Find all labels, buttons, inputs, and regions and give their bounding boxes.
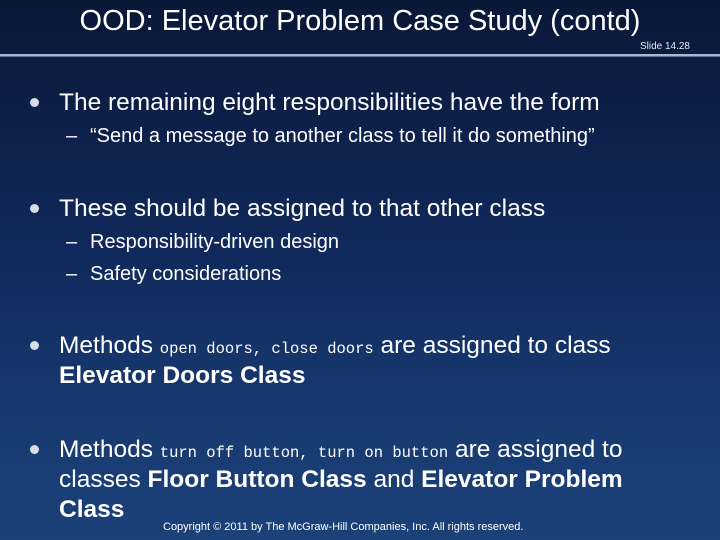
bullet-2-sub-1 <box>66 230 339 254</box>
text-suffix: are assigned to class <box>373 332 611 359</box>
slide-number: Slide 14.28 <box>639 41 690 52</box>
slide-title: OOD: Elevator Problem Case Study (contd) <box>79 5 641 37</box>
method-names-code: turn off button, turn on button <box>159 444 449 462</box>
sub-text: Responsibility-driven design <box>90 231 340 253</box>
dash-glyph: – <box>66 231 78 253</box>
text-prefix: Methods <box>59 332 160 359</box>
dash-glyph: – <box>66 125 78 147</box>
bullet-3-line-2 <box>59 361 305 391</box>
sub-text: Safety considerations <box>90 263 282 285</box>
text-suffix: are assigned to <box>448 436 623 463</box>
bullet-dot <box>30 445 39 454</box>
bullet-dot <box>30 204 39 213</box>
bullet-dot <box>30 341 39 350</box>
bullet-2-text: These should be assigned to that other class <box>59 195 546 222</box>
class-name: Elevator Doors Class <box>59 362 306 389</box>
bullet-1-text: The remaining eight responsibilities have the form <box>59 89 600 116</box>
class-name: Floor Button Class <box>147 466 367 493</box>
bullet-4-line-3 <box>59 495 124 525</box>
text-prefix: classes <box>59 466 148 493</box>
bullet-4-line-2 <box>59 465 623 495</box>
sub-text: “Send a message to another class to tell it do something” <box>90 125 595 147</box>
bullet-dot <box>30 98 39 107</box>
bullet-3-text <box>59 331 611 364</box>
dash-glyph: – <box>66 263 78 285</box>
bullet-1-sub-1 <box>66 124 595 148</box>
bullet-2-sub-2 <box>66 262 281 286</box>
method-names-code: open doors, close doors <box>159 340 374 358</box>
class-name: Elevator Problem <box>421 466 623 493</box>
copyright-notice: Copyright © 2011 by The McGraw-Hill Companies, Inc. All rights reserved. <box>163 521 524 533</box>
bullet-4-text <box>59 435 622 468</box>
class-name: Class <box>59 496 125 523</box>
title-divider <box>0 54 720 57</box>
text-prefix: Methods <box>59 436 160 463</box>
text-connector: and <box>366 466 422 493</box>
